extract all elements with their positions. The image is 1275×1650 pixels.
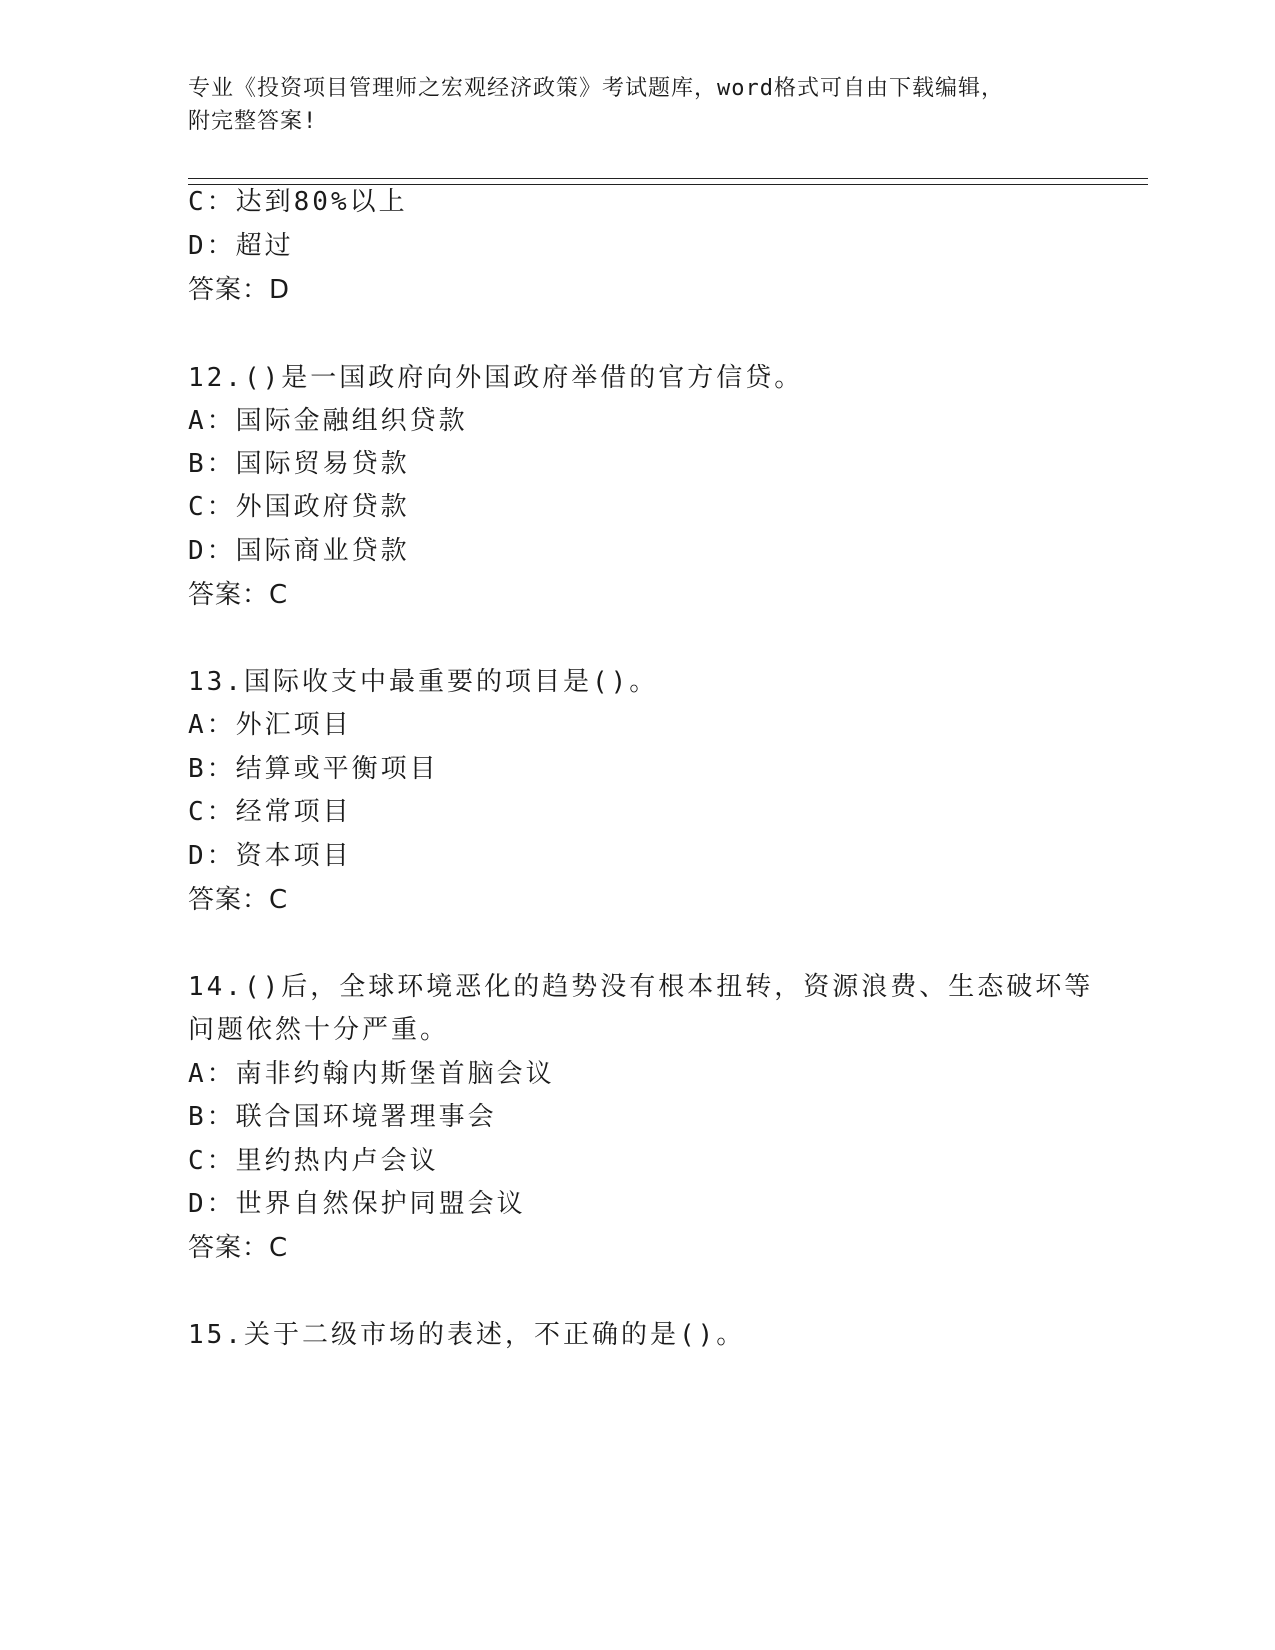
question-14-stem-line-1: 14.()后，全球环境恶化的趋势没有根本扭转，资源浪费、生态破坏等 xyxy=(188,972,1094,1002)
question-14-stem-line-2: 问题依然十分严重。 xyxy=(188,1015,450,1045)
question-12-stem: 12.()是一国政府向外国政府举借的官方信贷。 xyxy=(188,363,804,393)
question-13-option-c: C：经常项目 xyxy=(188,797,352,827)
option-d: D：超过 xyxy=(188,231,294,261)
question-15-stem: 15.关于二级市场的表述，不正确的是()。 xyxy=(188,1320,746,1350)
question-14-option-c: C：里约热内卢会议 xyxy=(188,1146,439,1176)
question-12-option-d: D：国际商业贷款 xyxy=(188,536,410,566)
question-14-answer: 答案：C xyxy=(188,1233,289,1263)
question-14-option-b: B：联合国环境署理事会 xyxy=(188,1102,497,1132)
question-13-option-b: B：结算或平衡项目 xyxy=(188,754,439,784)
question-13-option-a: A：外汇项目 xyxy=(188,710,352,740)
header-line-2: 附完整答案! xyxy=(188,109,318,134)
answer: 答案：D xyxy=(188,275,291,305)
question-12-answer: 答案：C xyxy=(188,580,289,610)
option-c: C：达到80%以上 xyxy=(188,187,408,217)
document-header xyxy=(188,72,1088,138)
question-14-option-d: D：世界自然保护同盟会议 xyxy=(188,1189,526,1219)
question-13-answer: 答案：C xyxy=(188,885,289,915)
question-13-option-d: D：资本项目 xyxy=(188,841,352,871)
question-12-option-a: A：国际金融组织贷款 xyxy=(188,406,468,436)
question-12-option-b: B：国际贸易贷款 xyxy=(188,449,410,479)
question-13-stem: 13.国际收支中最重要的项目是()。 xyxy=(188,667,659,697)
header-divider xyxy=(188,178,1148,185)
question-12-option-c: C：外国政府贷款 xyxy=(188,492,410,522)
header-line-1: 专业《投资项目管理师之宏观经济政策》考试题库，word格式可自由下载编辑， xyxy=(188,76,1004,101)
question-14-option-a: A：南非约翰内斯堡首脑会议 xyxy=(188,1059,555,1089)
